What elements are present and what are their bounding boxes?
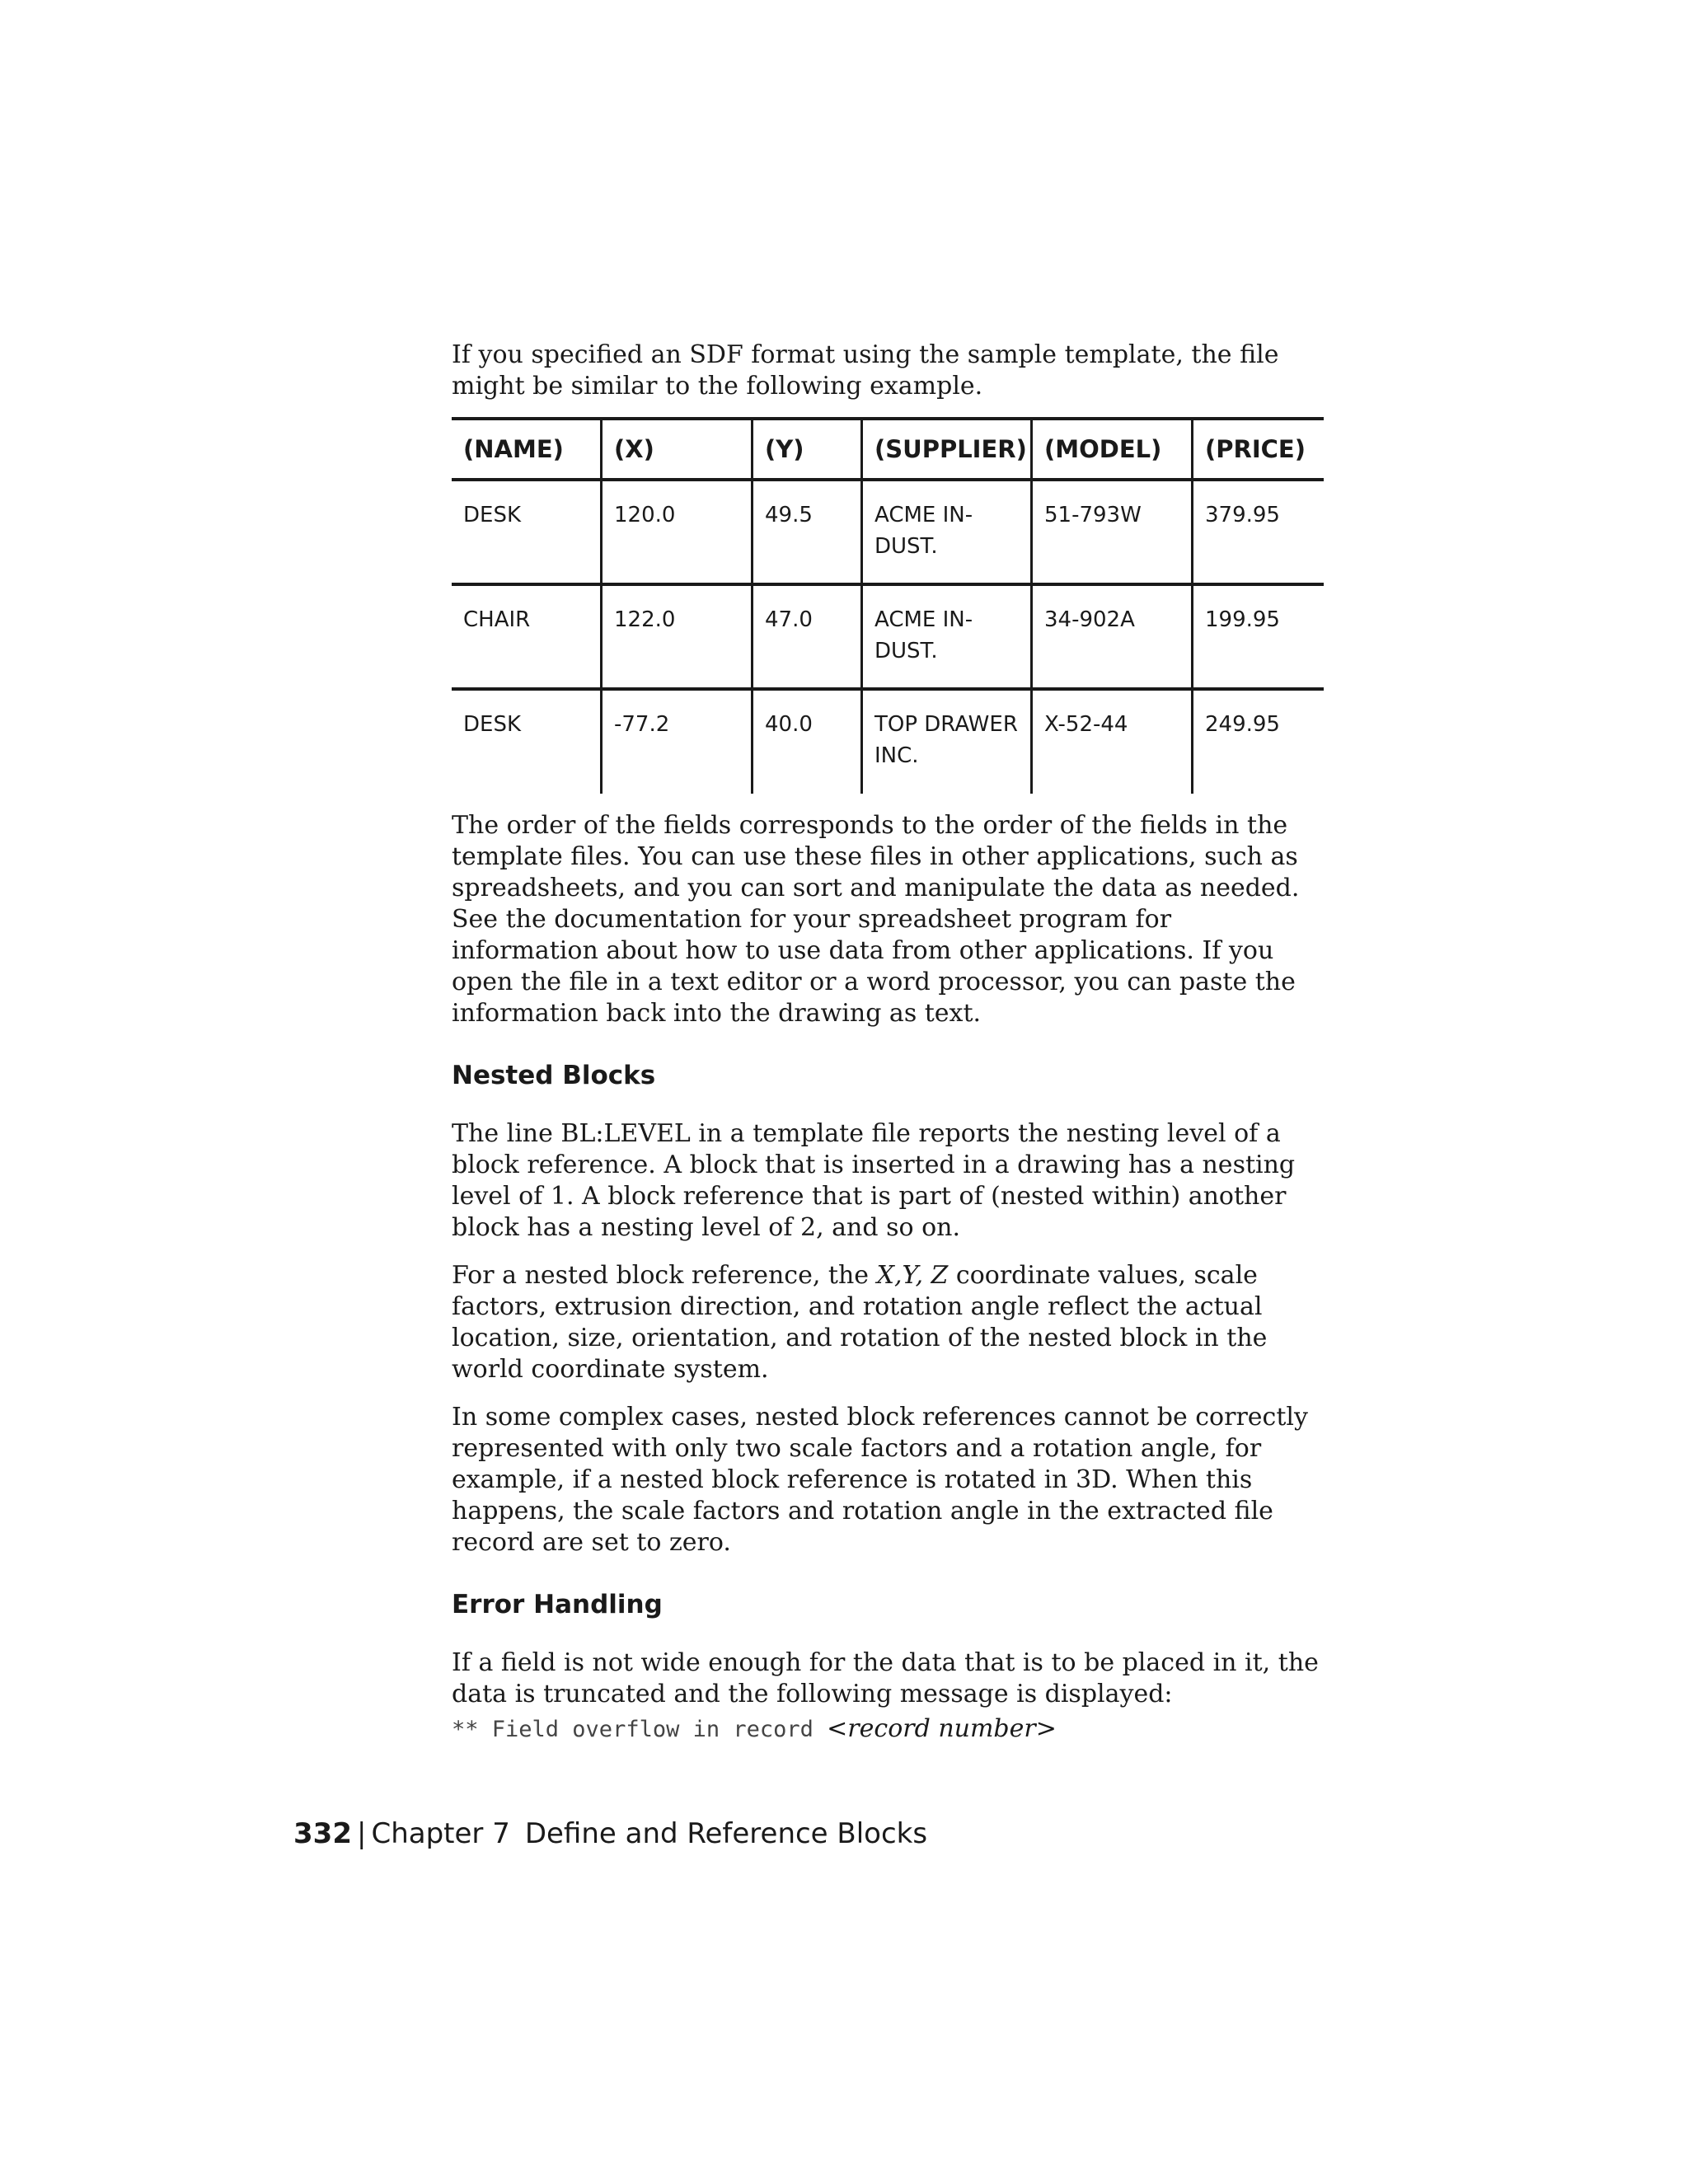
chapter-title: Define and Reference Blocks [524,1817,928,1850]
cell-model: X-52-44 [1032,689,1193,794]
column-header-y: (Y) [753,419,862,480]
intro-paragraph: If you specified an SDF format using the sample template, the file might be similar to the following example. [452,340,1279,401]
column-header-name: (NAME) [452,419,602,480]
nested-coordinates-text-start: For a nested block reference, the [452,1261,877,1290]
page-number: 332 [293,1817,352,1850]
cell-model: 51-793W [1032,480,1193,584]
cell-supplier: ACME IN- DUST. [862,480,1032,584]
cell-price: 249.95 [1193,689,1325,794]
nested-coordinates-text-end: coordinate values, scale factors, extrusion direction, and rotation angle reflect the actual location, size, orientation, and rotation of the nested block in the world coordinate system. [452,1261,1268,1384]
column-header-model: (MODEL) [1032,419,1193,480]
cell-y: 40.0 [753,689,862,794]
column-header-x: (X) [602,419,753,480]
cell-x: 122.0 [602,584,753,689]
overflow-message-code [452,1713,1324,1746]
error-handling-heading: Error Handling [452,1590,663,1619]
cell-x: 120.0 [602,480,753,584]
overflow-message-text: ** Field overflow in record [452,1717,828,1742]
page-content [452,340,1324,1746]
nested-coordinates-paragraph [452,1260,1324,1385]
coordinate-variables: X,Y, Z [876,1261,949,1290]
table-row [452,689,1324,794]
table-header-row [452,419,1324,480]
complex-cases-paragraph: In some complex cases, nested block references cannot be correctly represented with only two scale factors and a rotation angle, for example, if a nested block reference is rotated in 3D. When this happens, the scale factors and rotation angle in the extracted file record are set to zero. [452,1403,1308,1557]
cell-y: 47.0 [753,584,862,689]
error-handling-paragraph: If a field is not wide enough for the data that is to be placed in it, the data is truncated and the following message is displayed: [452,1648,1319,1708]
field-order-paragraph: The order of the fields corresponds to the order of the fields in the template files. You can use these files in other applications, such as spreadsheets, and you can sort and manipulate the data as needed. See the documentation for your spreadsheet program for information about how to use data from other applications. If you open the file in a text editor or a word processor, you can paste the information back into the drawing as text. [452,811,1300,1028]
footer-separator: | [356,1817,367,1850]
cell-name: CHAIR [452,584,602,689]
table-row [452,480,1324,584]
nested-blocks-heading: Nested Blocks [452,1061,656,1090]
cell-x: -77.2 [602,689,753,794]
column-header-supplier: (SUPPLIER) [862,419,1032,480]
nested-level-paragraph: The line BL:LEVEL in a template file reports the nesting level of a block reference. A block that is inserted in a drawing has a nesting level of 1. A block reference that is part of (nested within) another block has a nesting level of 2, and so on. [452,1119,1296,1242]
table-row [452,584,1324,689]
cell-name: DESK [463,712,522,737]
chapter-label: Chapter 7 [371,1817,510,1850]
page-footer [293,1817,927,1850]
record-number-placeholder: <record number> [827,1714,1057,1743]
column-header-price: (PRICE) [1193,419,1325,480]
sdf-example-table [452,417,1324,794]
cell-supplier: TOP DRAWER INC. [862,689,1032,794]
cell-supplier: ACME IN- DUST. [862,584,1032,689]
cell-price: 379.95 [1193,480,1325,584]
cell-price: 199.95 [1193,584,1325,689]
cell-y: 49.5 [753,480,862,584]
cell-name: DESK [452,480,602,584]
cell-model: 34-902A [1032,584,1193,689]
